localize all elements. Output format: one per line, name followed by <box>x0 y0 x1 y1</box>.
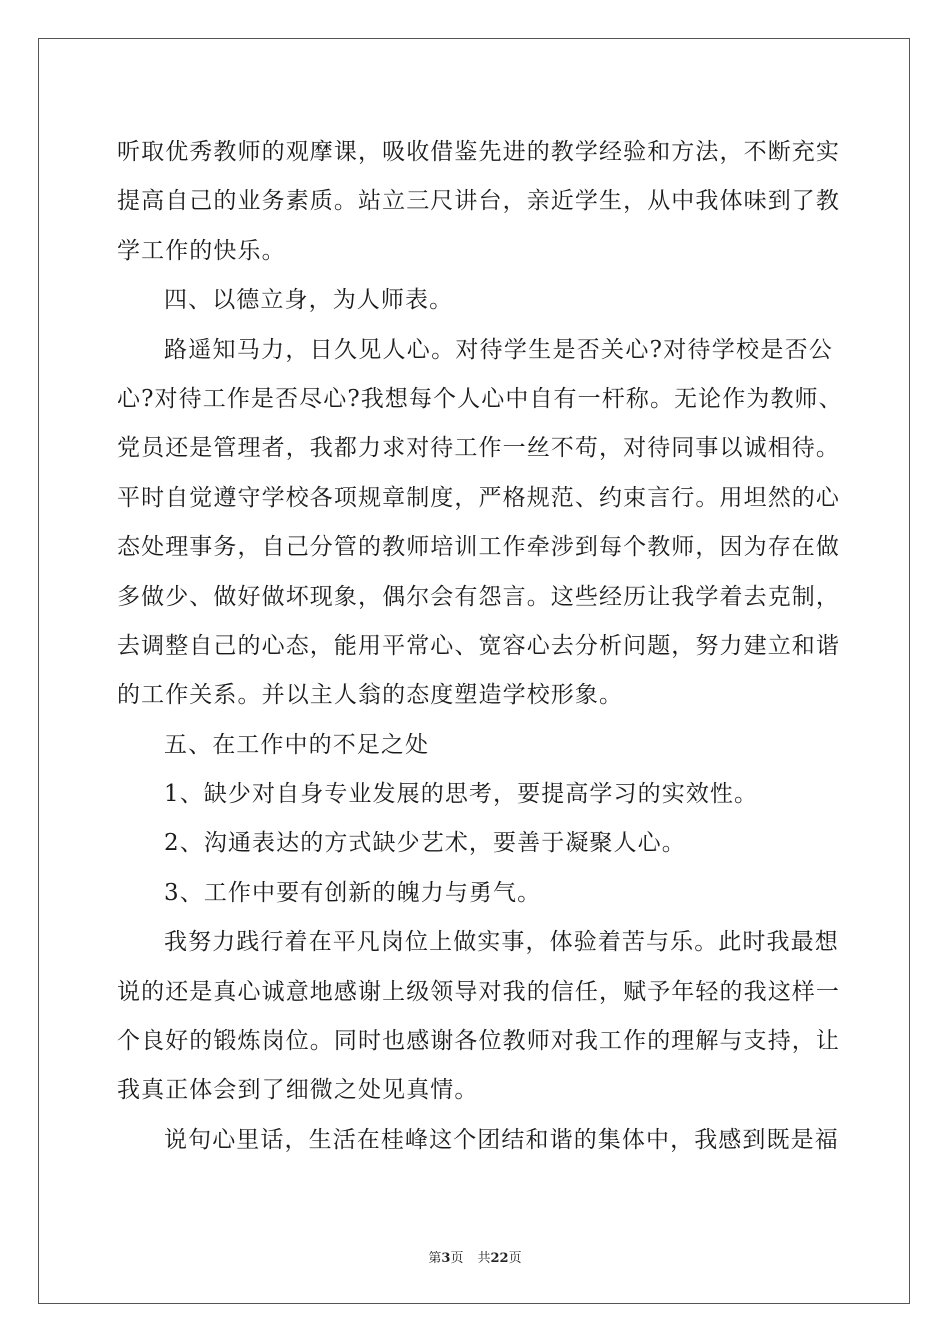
text-line: 多做少、做好做坏现象，偶尔会有怨言。这些经历让我学着去克制， <box>117 583 840 610</box>
text-line: 说的还是真心诚意地感谢上级领导对我的信任，赋予年轻的我这样一 <box>117 978 840 1005</box>
text-line: 说句心里话，生活在桂峰这个团结和谐的集体中，我感到既是福 <box>164 1126 839 1153</box>
text-line: 去调整自己的心态，能用平常心、宽容心去分析问题，努力建立和谐 <box>117 632 840 659</box>
total-suffix: 页 <box>508 1251 522 1266</box>
text-line: 党员还是管理者，我都力求对待工作一丝不苟，对待同事以诚相待。 <box>117 435 840 462</box>
text-line: 学工作的快乐。 <box>117 237 286 264</box>
text-line: 听取优秀教师的观摩课，吸收借鉴先进的教学经验和方法，不断充实 <box>117 139 840 165</box>
list-item: 3、工作中要有创新的魄力与勇气。 <box>164 879 542 906</box>
list-item: 2、沟通表达的方式缺少艺术，要善于凝聚人心。 <box>164 830 686 857</box>
section-heading: 四、以德立身，为人师表。 <box>164 287 454 314</box>
text-line: 我努力践行着在平凡岗位上做实事，体验着苦与乐。此时我最想 <box>164 929 839 956</box>
text-line: 态处理事务，自己分管的教师培训工作牵涉到每个教师，因为存在做 <box>117 534 840 561</box>
section-heading: 五、在工作中的不足之处 <box>164 731 430 758</box>
page-prefix: 第 <box>428 1251 442 1266</box>
page-footer <box>0 1247 950 1266</box>
total-pages: 22 <box>490 1251 509 1266</box>
text-line: 路遥知马力，日久见人心。对待学生是否关心?对待学校是否公 <box>164 336 833 363</box>
total-prefix: 共 <box>477 1251 491 1266</box>
text-line: 我真正体会到了细微之处见真情。 <box>117 1077 479 1104</box>
text-line: 平时自觉遵守学校各项规章制度，严格规范、约束言行。用坦然的心 <box>117 484 840 511</box>
list-item: 1、缺少对自身专业发展的思考，要提高学习的实效性。 <box>164 781 759 808</box>
document-body <box>117 128 843 1165</box>
text-line: 提高自己的业务素质。站立三尺讲台，亲近学生，从中我体味到了教 <box>117 188 840 215</box>
page-number: 3 <box>441 1251 451 1266</box>
page-suffix: 页 <box>450 1251 464 1266</box>
text-line: 心?对待工作是否尽心?我想每个人心中自有一杆称。无论作为教师、 <box>117 385 843 412</box>
text-line: 个良好的锻炼岗位。同时也感谢各位教师对我工作的理解与支持，让 <box>117 1028 840 1055</box>
text-line: 的工作关系。并以主人翁的态度塑造学校形象。 <box>117 682 624 709</box>
